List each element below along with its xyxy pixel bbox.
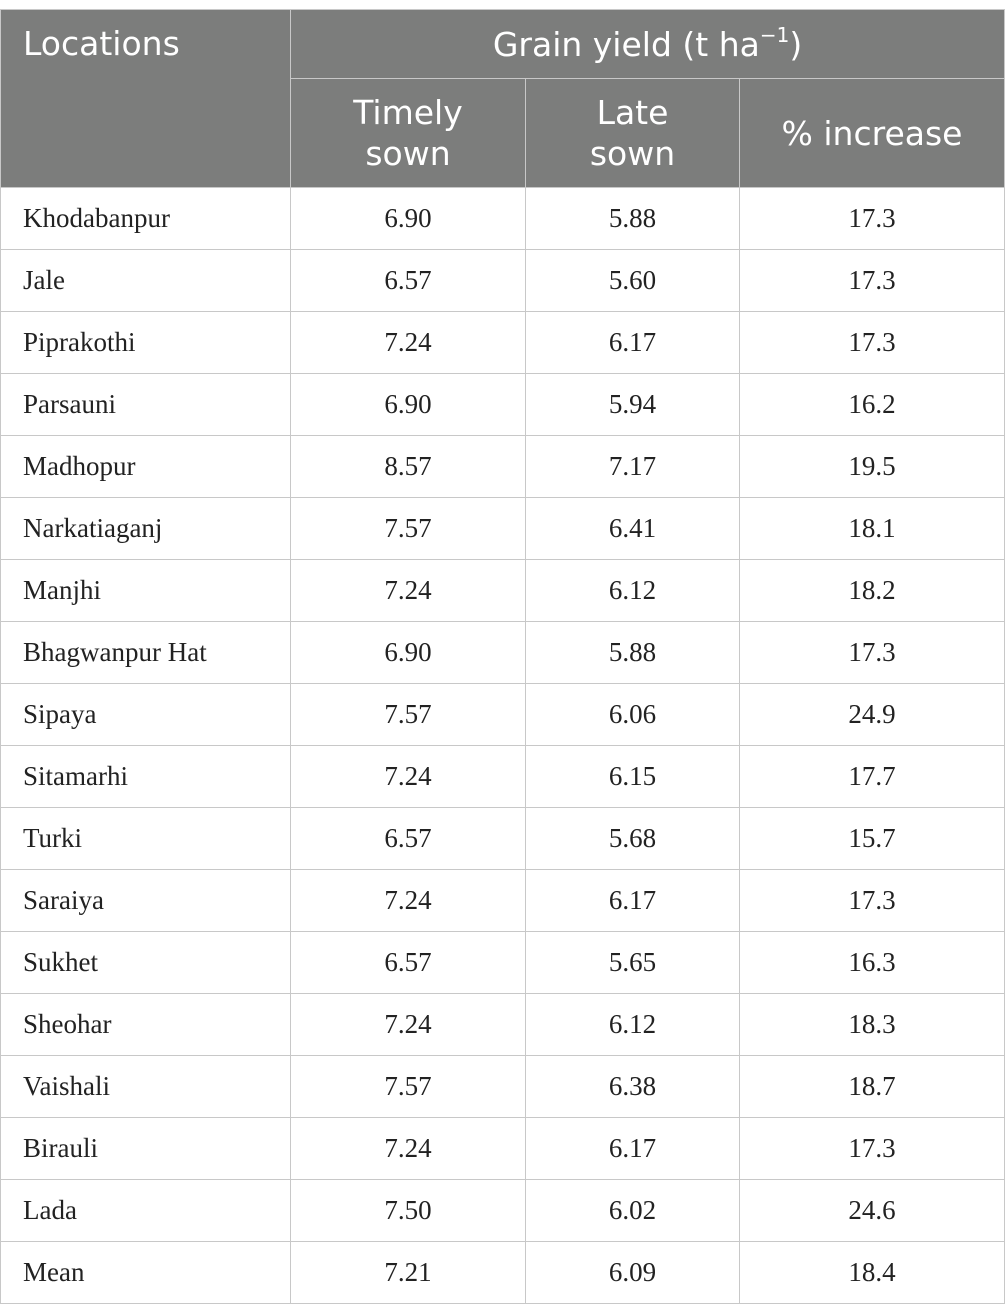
cell-late-sown: 6.17 <box>526 312 740 374</box>
table-row <box>1 436 1005 498</box>
table-row <box>1 374 1005 436</box>
cell-late-sown: 6.17 <box>526 1118 740 1180</box>
table-row <box>1 870 1005 932</box>
header-percent-increase: % increase <box>740 79 1005 188</box>
cell-location: Lada <box>1 1180 291 1242</box>
cell-timely-sown: 8.57 <box>291 436 526 498</box>
grain-yield-exponent: −1 <box>759 22 790 47</box>
cell-location: Vaishali <box>1 1056 291 1118</box>
cell-percent-increase: 18.7 <box>740 1056 1005 1118</box>
cell-percent-increase: 18.2 <box>740 560 1005 622</box>
table-row <box>1 498 1005 560</box>
grain-yield-close: ) <box>789 24 803 64</box>
cell-timely-sown: 6.57 <box>291 808 526 870</box>
cell-location: Sukhet <box>1 932 291 994</box>
cell-late-sown: 6.12 <box>526 994 740 1056</box>
cell-late-sown: 6.17 <box>526 870 740 932</box>
table-row <box>1 1056 1005 1118</box>
cell-timely-sown: 7.24 <box>291 1118 526 1180</box>
cell-late-sown: 5.68 <box>526 808 740 870</box>
table-row <box>1 746 1005 808</box>
cell-percent-increase: 15.7 <box>740 808 1005 870</box>
cell-location: Sitamarhi <box>1 746 291 808</box>
cell-late-sown: 5.65 <box>526 932 740 994</box>
cell-late-sown: 6.38 <box>526 1056 740 1118</box>
cell-late-sown: 5.60 <box>526 250 740 312</box>
cell-percent-increase: 17.3 <box>740 312 1005 374</box>
header-timely-line1: Timely <box>353 93 463 132</box>
table-row <box>1 1118 1005 1180</box>
cell-percent-increase: 18.3 <box>740 994 1005 1056</box>
header-timely-line2: sown <box>365 134 451 173</box>
cell-percent-increase: 19.5 <box>740 436 1005 498</box>
cell-late-sown: 7.17 <box>526 436 740 498</box>
cell-late-sown: 6.41 <box>526 498 740 560</box>
cell-percent-increase: 17.7 <box>740 746 1005 808</box>
table-row <box>1 188 1005 250</box>
cell-percent-increase: 17.3 <box>740 250 1005 312</box>
cell-location: Khodabanpur <box>1 188 291 250</box>
cell-late-sown: 5.88 <box>526 188 740 250</box>
table-row <box>1 994 1005 1056</box>
cell-timely-sown: 7.57 <box>291 1056 526 1118</box>
cell-timely-sown: 6.57 <box>291 250 526 312</box>
header-locations: Locations <box>1 10 291 188</box>
cell-location: Jale <box>1 250 291 312</box>
table-row <box>1 932 1005 994</box>
cell-timely-sown: 7.24 <box>291 994 526 1056</box>
cell-late-sown: 6.02 <box>526 1180 740 1242</box>
cell-percent-increase: 17.3 <box>740 870 1005 932</box>
table-row <box>1 1180 1005 1242</box>
cell-location: Parsauni <box>1 374 291 436</box>
cell-location: Turki <box>1 808 291 870</box>
cell-location: Saraiya <box>1 870 291 932</box>
table-row <box>1 622 1005 684</box>
cell-timely-sown: 7.57 <box>291 498 526 560</box>
header-late-sown <box>526 79 740 188</box>
cell-timely-sown: 6.90 <box>291 374 526 436</box>
cell-location: Mean <box>1 1242 291 1304</box>
cell-location: Narkatiaganj <box>1 498 291 560</box>
cell-percent-increase: 16.3 <box>740 932 1005 994</box>
cell-late-sown: 5.88 <box>526 622 740 684</box>
cell-late-sown: 6.09 <box>526 1242 740 1304</box>
table-row <box>1 560 1005 622</box>
table-row <box>1 312 1005 374</box>
cell-timely-sown: 7.24 <box>291 312 526 374</box>
cell-percent-increase: 17.3 <box>740 1118 1005 1180</box>
cell-location: Manjhi <box>1 560 291 622</box>
cell-location: Sipaya <box>1 684 291 746</box>
table-row <box>1 808 1005 870</box>
cell-location: Madhopur <box>1 436 291 498</box>
table-row <box>1 684 1005 746</box>
cell-timely-sown: 7.24 <box>291 870 526 932</box>
cell-late-sown: 6.12 <box>526 560 740 622</box>
cell-timely-sown: 7.57 <box>291 684 526 746</box>
cell-percent-increase: 24.9 <box>740 684 1005 746</box>
cell-percent-increase: 17.3 <box>740 622 1005 684</box>
grain-yield-label: Grain yield (t ha <box>492 24 760 64</box>
cell-timely-sown: 6.90 <box>291 188 526 250</box>
cell-timely-sown: 6.90 <box>291 622 526 684</box>
cell-late-sown: 6.06 <box>526 684 740 746</box>
cell-percent-increase: 17.3 <box>740 188 1005 250</box>
cell-late-sown: 5.94 <box>526 374 740 436</box>
header-late-line1: Late <box>596 93 669 132</box>
cell-timely-sown: 7.21 <box>291 1242 526 1304</box>
cell-location: Bhagwanpur Hat <box>1 622 291 684</box>
cell-timely-sown: 7.50 <box>291 1180 526 1242</box>
cell-percent-increase: 18.1 <box>740 498 1005 560</box>
cell-late-sown: 6.15 <box>526 746 740 808</box>
cell-timely-sown: 7.24 <box>291 746 526 808</box>
header-late-line2: sown <box>589 134 676 173</box>
cell-timely-sown: 7.24 <box>291 560 526 622</box>
header-grain-yield <box>291 10 1005 79</box>
table-row <box>1 1242 1005 1304</box>
cell-percent-increase: 18.4 <box>740 1242 1005 1304</box>
cell-location: Piprakothi <box>1 312 291 374</box>
cell-timely-sown: 6.57 <box>291 932 526 994</box>
table-row <box>1 250 1005 312</box>
cell-location: Birauli <box>1 1118 291 1180</box>
cell-percent-increase: 24.6 <box>740 1180 1005 1242</box>
header-timely-sown <box>291 79 526 188</box>
cell-percent-increase: 16.2 <box>740 374 1005 436</box>
table-body <box>1 188 1005 1304</box>
cell-location: Sheohar <box>1 994 291 1056</box>
grain-yield-table <box>0 9 1005 1304</box>
